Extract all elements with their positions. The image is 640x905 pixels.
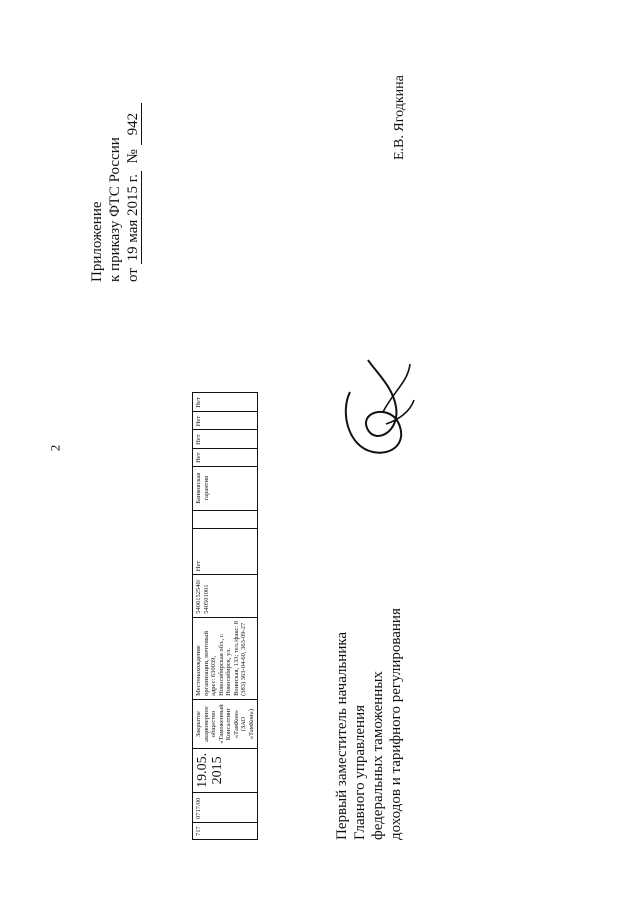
cell-address: Местонахождение организации, почтовый адрес: 630039, Новосибирская обл., г. Новосибирск, ул. Воинская, 133; тел./факс: 8 (383) 363-04-60, 363-09-27 [193,617,258,699]
cell-empty [193,510,258,528]
table-row [193,393,258,840]
cell-num: 717 [193,822,258,839]
cell-c3: Нет [193,411,258,430]
cell-org-name: Закрытое акционерное общество «Таможенный Консалтинг «ТамКон» (ЗАО «ТамКон») [193,699,258,748]
appendix-date-line [124,103,142,282]
appendix-title: Приложение [89,201,105,282]
cell-date: 19.05. 2015 [193,749,258,793]
signer-line-2: Главного управления [352,705,368,840]
page-number: 2 [47,444,63,452]
appendix-number: 942 [125,103,142,146]
cell-inn-kpp: 5406152540/ 540501001 [193,575,258,618]
signer-name: Е.В. Ягодкина [392,75,407,160]
signer-line-3: федеральных таможенных [370,671,386,840]
appendix-date: 19 мая 2015 г. [125,171,142,264]
appendix-date-prefix: от [125,268,141,282]
cell-branches: Нет [193,529,258,575]
cell-c1: Нет [193,448,258,466]
signer-line-4: доходов и тарифного регулирования [388,608,404,840]
register-table [192,392,258,840]
appendix-number-prefix: № [125,149,141,164]
appendix-order: к приказу ФТС России [107,137,123,282]
signer-line-1: Первый заместитель начальника [334,631,350,840]
cell-c2: Нет [193,430,258,449]
cell-c4: Нет [193,393,258,412]
signature-mark [338,352,418,462]
cell-code: 0717/00 [193,792,258,822]
cell-guarantee: Банковская гарантия [193,466,258,510]
